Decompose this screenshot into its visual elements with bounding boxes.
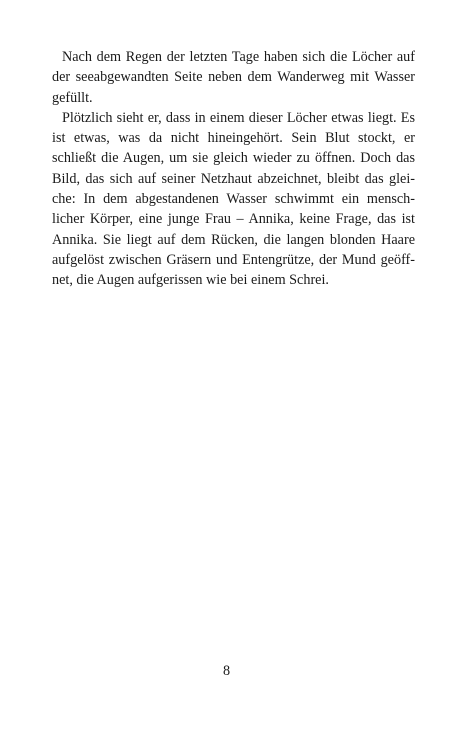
- body-text: [52, 47, 415, 291]
- text-line: aufgelöst zwischen Gräsern und Entengrütze, der Mund geöff-: [52, 251, 415, 268]
- text-line: schließt die Augen, um sie gleich wieder zu öffnen. Doch das: [52, 150, 415, 167]
- text-line: gefüllt.: [52, 89, 93, 106]
- text-line: Plötzlich sieht er, dass in einem dieser Löcher etwas liegt. Es: [62, 109, 415, 126]
- text-line: Bild, das sich auf seiner Netzhaut abzeichnet, bleibt das glei-: [52, 170, 415, 187]
- text-line: ist etwas, was da nicht hineingehört. Sein Blut stockt, er: [52, 130, 415, 147]
- text-line: Nach dem Regen der letzten Tage haben sich die Löcher auf: [62, 49, 415, 65]
- paragraph-1: [52, 47, 415, 108]
- page-number: 8: [222, 663, 231, 679]
- text-line: net, die Augen aufgerissen wie bei einem Schrei.: [52, 272, 329, 289]
- text-line: che: In dem abgestandenen Wasser schwimmt ein mensch-: [52, 191, 415, 208]
- text-line: licher Körper, eine junge Frau – Annika, keine Frage, das ist: [52, 211, 415, 228]
- text-line: Annika. Sie liegt auf dem Rücken, die langen blonden Haare: [52, 231, 415, 248]
- text-line: der seeabgewandten Seite neben dem Wanderweg mit Wasser: [52, 69, 415, 86]
- paragraph-2: [52, 108, 415, 291]
